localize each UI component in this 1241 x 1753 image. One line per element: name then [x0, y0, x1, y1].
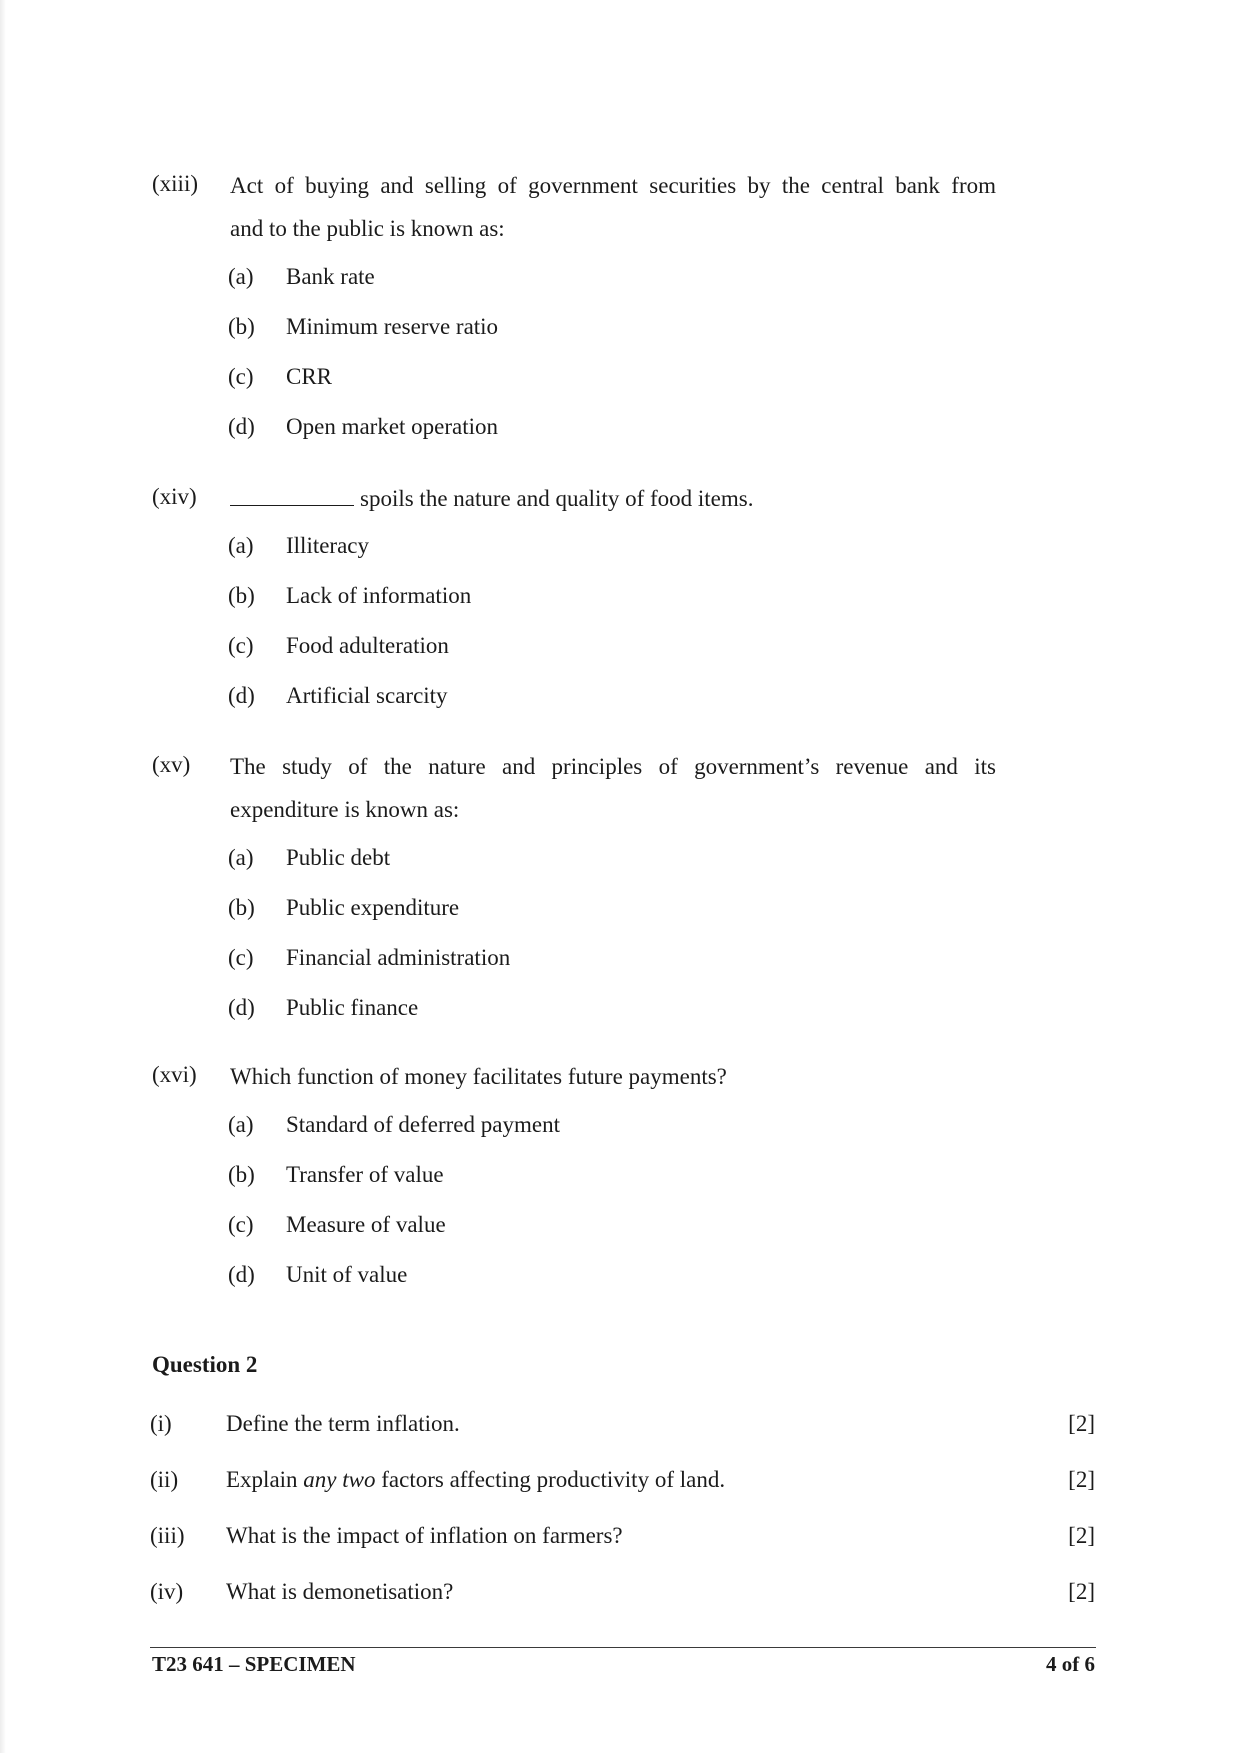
option-label: (d)	[228, 414, 255, 439]
option-label: (c)	[228, 364, 254, 389]
option-label: (b)	[228, 314, 255, 339]
paper-code: T23 641 – SPECIMEN	[152, 1652, 356, 1676]
option-text: Public debt	[286, 845, 391, 870]
question-number: (xiv)	[152, 484, 197, 509]
option-label: (a)	[228, 845, 254, 870]
question-text-line-2: expenditure is known as:	[230, 797, 460, 822]
question-text: Which function of money facilitates future payments?	[230, 1064, 727, 1089]
option-text: Public expenditure	[286, 895, 460, 920]
question-text-content: spoils the nature and quality of food items.	[360, 486, 754, 511]
option-label: (c)	[228, 633, 254, 658]
page-number: 4 of 6	[1046, 1652, 1095, 1676]
page-edge-shadow	[0, 0, 6, 1753]
option-text: Bank rate	[286, 264, 375, 289]
option-label: (d)	[228, 1262, 255, 1287]
option-text: Financial administration	[286, 945, 511, 970]
option-label: (b)	[228, 895, 255, 920]
fill-in-blank	[230, 483, 354, 506]
question-number: (xv)	[152, 752, 191, 777]
item-text-start: Explain	[226, 1467, 304, 1492]
option-text: Public finance	[286, 995, 419, 1020]
option-text: CRR	[286, 364, 333, 389]
question-number: (xvi)	[152, 1062, 197, 1087]
item-text-end: factors affecting productivity of land.	[375, 1467, 726, 1492]
option-text: Open market operation	[286, 414, 499, 439]
question-text	[230, 477, 996, 520]
item-text: What is demonetisation?	[226, 1579, 454, 1604]
option-label: (a)	[228, 264, 254, 289]
question-text-line-1: The study of the nature and principles of government’s revenue and its	[230, 754, 996, 779]
option-label: (d)	[228, 683, 255, 708]
item-text-emphasis: any two	[303, 1467, 376, 1492]
option-label: (b)	[228, 583, 255, 608]
footer-divider	[150, 1647, 1096, 1648]
marks: [2]	[1068, 1411, 1095, 1436]
option-label: (b)	[228, 1162, 255, 1187]
option-text: Minimum reserve ratio	[286, 314, 499, 339]
item-text: What is the impact of inflation on farmers?	[226, 1523, 623, 1548]
item-number: (i)	[150, 1411, 172, 1436]
item-text	[226, 1467, 725, 1493]
option-text: Unit of value	[286, 1262, 408, 1287]
option-label: (a)	[228, 1112, 254, 1137]
option-text: Standard of deferred payment	[286, 1112, 560, 1137]
option-text: Illiteracy	[286, 533, 370, 558]
item-number: (ii)	[150, 1467, 179, 1492]
marks: [2]	[1068, 1523, 1095, 1548]
option-text: Food adulteration	[286, 633, 449, 658]
option-text: Artificial scarcity	[286, 683, 448, 708]
option-label: (d)	[228, 995, 255, 1020]
item-number: (iv)	[150, 1579, 184, 1604]
question-text-line-1: Act of buying and selling of government securities by the central bank from	[230, 173, 996, 198]
option-text: Transfer of value	[286, 1162, 444, 1187]
item-text: Define the term inflation.	[226, 1411, 460, 1436]
marks: [2]	[1068, 1467, 1095, 1492]
item-number: (iii)	[150, 1523, 185, 1548]
marks: [2]	[1068, 1579, 1095, 1604]
option-label: (a)	[228, 533, 254, 558]
option-label: (c)	[228, 945, 254, 970]
option-label: (c)	[228, 1212, 254, 1237]
option-text: Measure of value	[286, 1212, 446, 1237]
option-text: Lack of information	[286, 583, 472, 608]
question-number: (xiii)	[152, 171, 198, 196]
question-text-line-2: and to the public is known as:	[230, 216, 505, 241]
question-2-heading: Question 2	[152, 1352, 258, 1377]
